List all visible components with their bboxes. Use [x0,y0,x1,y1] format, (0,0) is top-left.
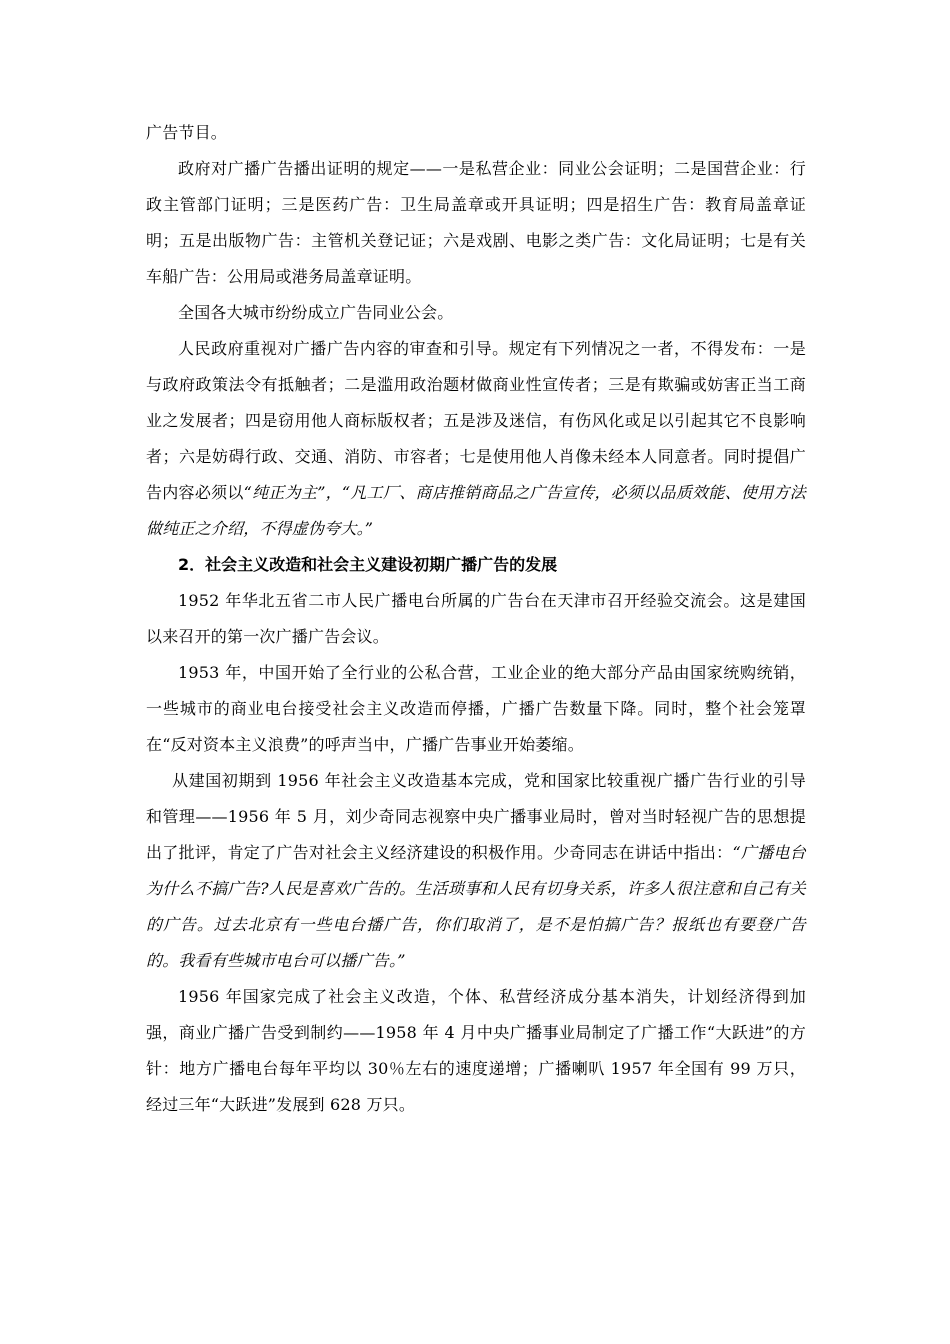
paragraph-1952-conference: 1952 年华北五省二市人民广播电台所属的广告台在天津市召开经验交流会。这是建国以来召开的第一次广播广告会议。 [146,591,806,646]
paragraph-content-review-text: 人民政府重视对广播广告内容的审查和引导。规定有下列情况之一者，不得发布：一是与政府政策法令有抵触者；二是滥用政治题材做商业性宣传者；三是有欺骗或妨害正当工商业之发展者；四是窃用他人商标版权者；五是涉及迷信，有伤风化或足以引起其它不良影响者；六是妨碍行政、交通、消防、市容者；七是使用他人肖像未经本人同意者。同时提倡广告内容必须以 [146,339,806,502]
paragraph-continuation: 广告节目。 [146,123,228,142]
paragraph-1956-guidance [146,763,806,979]
paragraph-ad-associations: 全国各大城市纷纷成立广告同业公会。 [178,303,454,322]
document-page [146,115,806,1123]
paragraph-content-review [146,331,806,547]
paragraph-1956-planned-economy: 1956 年国家完成了社会主义改造，个体、私营经济成分基本消失，计划经济得到加强，商业广播广告受到制约——1958 年 4 月中央广播事业局制定了广播工作“大跃进”的方针：地方广播电台每年平均以 30％左右的速度递增；广播喇叭 1957 年全国有 99 万只，经过三年“大跃进”发展到 628 万只。 [146,987,806,1114]
paragraph-1956-guidance-text: 从建国初期到 1956 年社会主义改造基本完成，党和国家比较重视广播广告行业的引导和管理——1956 年 5 月，刘少奇同志视察中央广播事业局时，曾对当时轻视广告的思想提出了批评，肯定了广告对社会主义经济建设的积极作用。少奇同志在讲话中指出： [146,771,806,862]
paragraph-broadcast-certificate-rules: 政府对广播广告播出证明的规定——一是私营企业：同业公会证明；二是国营企业：行政主管部门证明；三是医药广告：卫生局盖章或开具证明；四是招生广告：教育局盖章证明；五是出版物广告：主管机关登记证；六是戏剧、电影之类广告：文化局证明；七是有关车船广告：公用局或港务局盖章证明。 [146,159,806,286]
paragraph-1953-reform: 1953 年，中国开始了全行业的公私合营，工业企业的绝大部分产品由国家统购统销，一些城市的商业电台接受社会主义改造而停播，广播广告数量下降。同时，整个社会笼罩在“反对资本主义浪费”的呼声当中，广播广告事业开始萎缩。 [146,663,806,754]
section-heading: 2．社会主义改造和社会主义建设初期广播广告的发展 [178,555,558,574]
paragraph-1956-guidance-quote: “广播电台为什么不搞广告?人民是喜欢广告的。生活琐事和人民有切身关系，许多人很注意和自己有关的广告。过去北京有一些电台播广告，你们取消了，是不是怕搞广告？报纸也有要登广告的。我看有些城市电台可以播广告。” [146,843,806,970]
paragraph-content-review-quote: “纯正为主”，“凡工厂、商店推销商品之广告宣传，必须以品质效能、使用方法做纯正之介绍，不得虚伪夸大。” [146,483,806,538]
